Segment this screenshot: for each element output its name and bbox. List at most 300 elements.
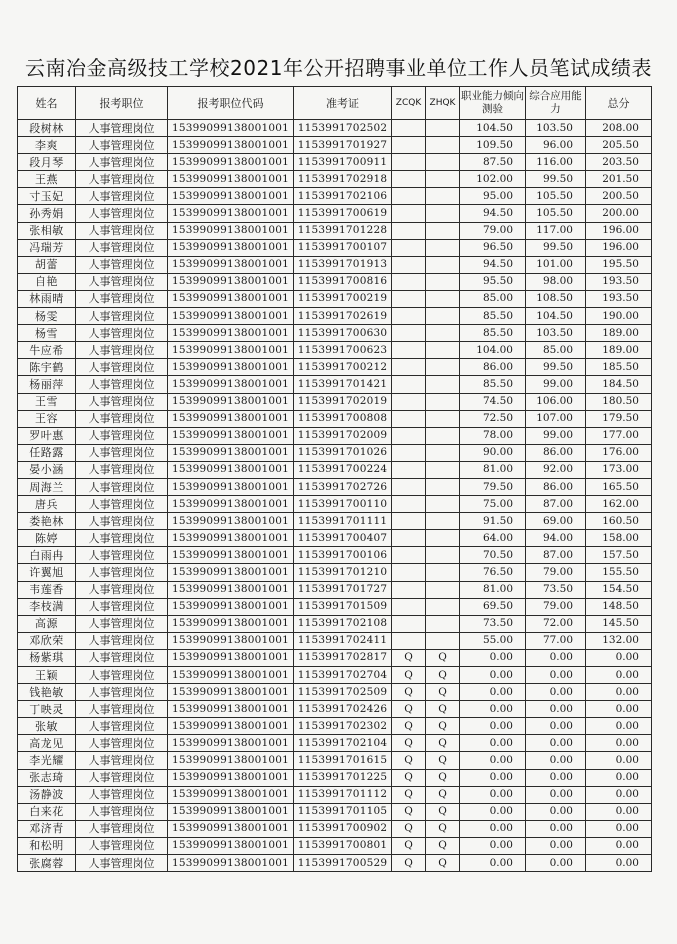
cell-total-score: 0.00 (586, 649, 652, 666)
cell-exam-number: 1153991700816 (294, 273, 392, 290)
cell-zcqk (392, 273, 426, 290)
cell-application-score: 99.50 (526, 171, 586, 188)
table-row (18, 803, 652, 820)
cell-total-score: 195.50 (586, 256, 652, 273)
cell-position: 人事管理岗位 (76, 496, 168, 513)
cell-zcqk: Q (392, 735, 426, 752)
cell-name: 李光耀 (18, 752, 76, 769)
cell-zhqk (426, 461, 460, 478)
cell-total-score: 184.50 (586, 376, 652, 393)
cell-exam-number: 1153991702704 (294, 667, 392, 684)
cell-aptitude-score: 95.00 (460, 188, 526, 205)
cell-position-code: 15399099138001001 (168, 530, 294, 547)
cell-position: 人事管理岗位 (76, 735, 168, 752)
cell-position-code: 15399099138001001 (168, 820, 294, 837)
cell-zhqk: Q (426, 803, 460, 820)
cell-exam-number: 1153991700212 (294, 359, 392, 376)
cell-name: 张敏 (18, 718, 76, 735)
cell-aptitude-score: 0.00 (460, 735, 526, 752)
cell-position-code: 15399099138001001 (168, 273, 294, 290)
cell-zhqk (426, 496, 460, 513)
cell-zhqk (426, 393, 460, 410)
cell-name: 张志琦 (18, 769, 76, 786)
header-name: 姓名 (18, 87, 76, 120)
cell-position-code: 15399099138001001 (168, 547, 294, 564)
cell-aptitude-score: 90.00 (460, 444, 526, 461)
cell-exam-number: 1153991700801 (294, 837, 392, 854)
cell-application-score: 0.00 (526, 820, 586, 837)
cell-position: 人事管理岗位 (76, 855, 168, 872)
cell-aptitude-score: 91.50 (460, 513, 526, 530)
cell-total-score: 0.00 (586, 735, 652, 752)
cell-name: 钱艳敏 (18, 684, 76, 701)
cell-zcqk (392, 393, 426, 410)
cell-zhqk (426, 120, 460, 137)
cell-position: 人事管理岗位 (76, 684, 168, 701)
cell-exam-number: 1153991702509 (294, 684, 392, 701)
cell-position: 人事管理岗位 (76, 461, 168, 478)
cell-total-score: 0.00 (586, 701, 652, 718)
cell-name: 白雨冉 (18, 547, 76, 564)
table-row (18, 239, 652, 256)
cell-position-code: 15399099138001001 (168, 137, 294, 154)
cell-zcqk (392, 120, 426, 137)
cell-aptitude-score: 0.00 (460, 820, 526, 837)
cell-total-score: 0.00 (586, 667, 652, 684)
cell-application-score: 0.00 (526, 752, 586, 769)
cell-zhqk: Q (426, 752, 460, 769)
cell-total-score: 0.00 (586, 820, 652, 837)
cell-zhqk (426, 632, 460, 649)
cell-aptitude-score: 0.00 (460, 752, 526, 769)
cell-zhqk: Q (426, 701, 460, 718)
cell-application-score: 101.00 (526, 256, 586, 273)
cell-application-score: 105.50 (526, 205, 586, 222)
cell-total-score: 165.50 (586, 478, 652, 495)
cell-position-code: 15399099138001001 (168, 632, 294, 649)
cell-position: 人事管理岗位 (76, 478, 168, 495)
cell-application-score: 69.00 (526, 513, 586, 530)
cell-name: 陈婷 (18, 530, 76, 547)
cell-name: 周海兰 (18, 478, 76, 495)
cell-total-score: 158.00 (586, 530, 652, 547)
cell-zhqk (426, 342, 460, 359)
cell-application-score: 72.00 (526, 615, 586, 632)
cell-position: 人事管理岗位 (76, 137, 168, 154)
cell-name: 张相敏 (18, 222, 76, 239)
cell-position-code: 15399099138001001 (168, 222, 294, 239)
cell-aptitude-score: 104.50 (460, 120, 526, 137)
cell-name: 寸玉妃 (18, 188, 76, 205)
cell-total-score: 145.50 (586, 615, 652, 632)
cell-zhqk (426, 513, 460, 530)
table-row (18, 308, 652, 325)
cell-zcqk (392, 308, 426, 325)
table-row (18, 496, 652, 513)
cell-exam-number: 1153991702502 (294, 120, 392, 137)
cell-zhqk (426, 308, 460, 325)
table-row (18, 256, 652, 273)
cell-aptitude-score: 79.00 (460, 222, 526, 239)
cell-position: 人事管理岗位 (76, 290, 168, 307)
cell-exam-number: 1153991702726 (294, 478, 392, 495)
cell-name: 丁映灵 (18, 701, 76, 718)
cell-zcqk (392, 342, 426, 359)
cell-name: 自艳 (18, 273, 76, 290)
table-row (18, 171, 652, 188)
cell-total-score: 196.00 (586, 239, 652, 256)
table-row (18, 273, 652, 290)
cell-exam-number: 1153991700110 (294, 496, 392, 513)
cell-application-score: 0.00 (526, 803, 586, 820)
cell-zhqk (426, 273, 460, 290)
cell-exam-number: 1153991701225 (294, 769, 392, 786)
cell-position: 人事管理岗位 (76, 530, 168, 547)
cell-aptitude-score: 0.00 (460, 855, 526, 872)
cell-position-code: 15399099138001001 (168, 290, 294, 307)
cell-name: 高龙见 (18, 735, 76, 752)
table-row (18, 837, 652, 854)
cell-position-code: 15399099138001001 (168, 496, 294, 513)
cell-name: 任路露 (18, 444, 76, 461)
cell-exam-number: 1153991700107 (294, 239, 392, 256)
cell-zhqk (426, 290, 460, 307)
cell-position: 人事管理岗位 (76, 649, 168, 666)
cell-position: 人事管理岗位 (76, 342, 168, 359)
cell-total-score: 189.00 (586, 325, 652, 342)
cell-zhqk: Q (426, 684, 460, 701)
cell-zcqk (392, 410, 426, 427)
cell-exam-number: 1153991702426 (294, 701, 392, 718)
cell-name: 杨雯 (18, 308, 76, 325)
cell-zhqk (426, 256, 460, 273)
table-row (18, 649, 652, 666)
cell-application-score: 96.00 (526, 137, 586, 154)
cell-exam-number: 1153991701105 (294, 803, 392, 820)
cell-application-score: 0.00 (526, 735, 586, 752)
header-aptitude-score: 职业能力倾向测验 (460, 87, 526, 120)
cell-zcqk (392, 461, 426, 478)
table-row (18, 290, 652, 307)
cell-application-score: 86.00 (526, 444, 586, 461)
cell-position-code: 15399099138001001 (168, 461, 294, 478)
cell-exam-number: 1153991700224 (294, 461, 392, 478)
cell-position: 人事管理岗位 (76, 427, 168, 444)
cell-zhqk (426, 359, 460, 376)
cell-name: 陈宇鹤 (18, 359, 76, 376)
table-row (18, 359, 652, 376)
cell-position-code: 15399099138001001 (168, 256, 294, 273)
cell-total-score: 0.00 (586, 855, 652, 872)
cell-position: 人事管理岗位 (76, 615, 168, 632)
cell-zcqk (392, 564, 426, 581)
cell-aptitude-score: 0.00 (460, 786, 526, 803)
cell-exam-number: 1153991702009 (294, 427, 392, 444)
cell-aptitude-score: 86.00 (460, 359, 526, 376)
cell-zcqk (392, 325, 426, 342)
cell-aptitude-score: 78.00 (460, 427, 526, 444)
cell-position-code: 15399099138001001 (168, 718, 294, 735)
cell-application-score: 0.00 (526, 667, 586, 684)
cell-exam-number: 1153991701913 (294, 256, 392, 273)
header-zcqk: ZCQK (392, 87, 426, 120)
cell-zhqk: Q (426, 735, 460, 752)
cell-position-code: 15399099138001001 (168, 239, 294, 256)
table-row (18, 325, 652, 342)
cell-aptitude-score: 104.00 (460, 342, 526, 359)
cell-zhqk (426, 137, 460, 154)
table-row (18, 598, 652, 615)
cell-exam-number: 1153991700407 (294, 530, 392, 547)
cell-application-score: 79.00 (526, 564, 586, 581)
cell-position: 人事管理岗位 (76, 718, 168, 735)
cell-name: 娄艳林 (18, 513, 76, 530)
table-row (18, 667, 652, 684)
cell-zcqk: Q (392, 786, 426, 803)
cell-exam-number: 1153991701727 (294, 581, 392, 598)
cell-zcqk: Q (392, 684, 426, 701)
cell-application-score: 94.00 (526, 530, 586, 547)
cell-application-score: 0.00 (526, 769, 586, 786)
cell-exam-number: 1153991702817 (294, 649, 392, 666)
cell-position: 人事管理岗位 (76, 803, 168, 820)
table-row (18, 393, 652, 410)
cell-name: 冯瑞芳 (18, 239, 76, 256)
cell-name: 段月琴 (18, 154, 76, 171)
cell-position: 人事管理岗位 (76, 701, 168, 718)
cell-aptitude-score: 0.00 (460, 718, 526, 735)
cell-name: 唐兵 (18, 496, 76, 513)
cell-aptitude-score: 70.50 (460, 547, 526, 564)
cell-aptitude-score: 94.50 (460, 256, 526, 273)
cell-name: 邓济青 (18, 820, 76, 837)
cell-name: 罗叶惠 (18, 427, 76, 444)
table-row (18, 615, 652, 632)
cell-name: 许翼旭 (18, 564, 76, 581)
cell-position: 人事管理岗位 (76, 222, 168, 239)
cell-zcqk: Q (392, 837, 426, 854)
cell-name: 王雪 (18, 393, 76, 410)
cell-name: 杨雪 (18, 325, 76, 342)
cell-zcqk (392, 632, 426, 649)
cell-position: 人事管理岗位 (76, 154, 168, 171)
cell-exam-number: 1153991700623 (294, 342, 392, 359)
cell-name: 邓欣荣 (18, 632, 76, 649)
cell-aptitude-score: 85.00 (460, 290, 526, 307)
cell-exam-number: 1153991701421 (294, 376, 392, 393)
cell-total-score: 148.50 (586, 598, 652, 615)
cell-zcqk (392, 256, 426, 273)
cell-aptitude-score: 76.50 (460, 564, 526, 581)
cell-zhqk: Q (426, 649, 460, 666)
cell-zcqk (392, 427, 426, 444)
cell-exam-number: 1153991701111 (294, 513, 392, 530)
cell-position-code: 15399099138001001 (168, 581, 294, 598)
cell-zcqk (392, 615, 426, 632)
cell-aptitude-score: 94.50 (460, 205, 526, 222)
cell-position-code: 15399099138001001 (168, 855, 294, 872)
cell-zhqk (426, 205, 460, 222)
cell-zhqk (426, 239, 460, 256)
cell-total-score: 157.50 (586, 547, 652, 564)
cell-zcqk (392, 171, 426, 188)
cell-total-score: 193.50 (586, 290, 652, 307)
cell-exam-number: 1153991700902 (294, 820, 392, 837)
cell-application-score: 87.00 (526, 547, 586, 564)
cell-position-code: 15399099138001001 (168, 308, 294, 325)
cell-exam-number: 1153991700106 (294, 547, 392, 564)
cell-position: 人事管理岗位 (76, 632, 168, 649)
cell-position-code: 15399099138001001 (168, 837, 294, 854)
cell-zhqk (426, 154, 460, 171)
cell-zhqk: Q (426, 786, 460, 803)
cell-position: 人事管理岗位 (76, 564, 168, 581)
cell-position-code: 15399099138001001 (168, 667, 294, 684)
cell-position-code: 15399099138001001 (168, 120, 294, 137)
cell-aptitude-score: 0.00 (460, 803, 526, 820)
cell-position: 人事管理岗位 (76, 171, 168, 188)
cell-zcqk (392, 188, 426, 205)
table-header (18, 87, 652, 120)
cell-exam-number: 1153991700911 (294, 154, 392, 171)
cell-aptitude-score: 87.50 (460, 154, 526, 171)
table-row (18, 427, 652, 444)
cell-exam-number: 1153991700529 (294, 855, 392, 872)
cell-position: 人事管理岗位 (76, 205, 168, 222)
cell-zcqk (392, 239, 426, 256)
header-position-code: 报考职位代码 (168, 87, 294, 120)
cell-total-score: 0.00 (586, 769, 652, 786)
cell-aptitude-score: 85.50 (460, 376, 526, 393)
cell-name: 杨紫琪 (18, 649, 76, 666)
cell-application-score: 86.00 (526, 478, 586, 495)
cell-zhqk (426, 598, 460, 615)
cell-name: 汤静波 (18, 786, 76, 803)
cell-exam-number: 1153991701210 (294, 564, 392, 581)
cell-aptitude-score: 0.00 (460, 769, 526, 786)
cell-position: 人事管理岗位 (76, 667, 168, 684)
table-row (18, 632, 652, 649)
cell-exam-number: 1153991702104 (294, 735, 392, 752)
cell-name: 晏小涵 (18, 461, 76, 478)
cell-exam-number: 1153991700630 (294, 325, 392, 342)
cell-zcqk: Q (392, 855, 426, 872)
table-row (18, 137, 652, 154)
cell-position: 人事管理岗位 (76, 410, 168, 427)
cell-name: 杨丽萍 (18, 376, 76, 393)
cell-total-score: 200.00 (586, 205, 652, 222)
cell-name: 和松明 (18, 837, 76, 854)
table-row (18, 820, 652, 837)
cell-application-score: 108.50 (526, 290, 586, 307)
cell-position-code: 15399099138001001 (168, 154, 294, 171)
cell-total-score: 190.00 (586, 308, 652, 325)
cell-position: 人事管理岗位 (76, 376, 168, 393)
table-row (18, 154, 652, 171)
cell-application-score: 0.00 (526, 837, 586, 854)
table-row (18, 376, 652, 393)
cell-application-score: 103.50 (526, 120, 586, 137)
cell-name: 林雨晴 (18, 290, 76, 307)
cell-application-score: 85.00 (526, 342, 586, 359)
cell-position-code: 15399099138001001 (168, 649, 294, 666)
cell-name: 王燕 (18, 171, 76, 188)
table-row (18, 547, 652, 564)
cell-application-score: 0.00 (526, 786, 586, 803)
cell-total-score: 0.00 (586, 837, 652, 854)
cell-exam-number: 1153991700808 (294, 410, 392, 427)
cell-zcqk (392, 376, 426, 393)
cell-position-code: 15399099138001001 (168, 701, 294, 718)
cell-position-code: 15399099138001001 (168, 325, 294, 342)
cell-zcqk (392, 137, 426, 154)
cell-zcqk (392, 547, 426, 564)
cell-zhqk (426, 581, 460, 598)
table-row (18, 461, 652, 478)
cell-total-score: 154.50 (586, 581, 652, 598)
cell-total-score: 185.50 (586, 359, 652, 376)
table-row (18, 444, 652, 461)
cell-name: 王容 (18, 410, 76, 427)
cell-position-code: 15399099138001001 (168, 171, 294, 188)
cell-name: 胡蕾 (18, 256, 76, 273)
cell-aptitude-score: 102.00 (460, 171, 526, 188)
cell-position: 人事管理岗位 (76, 239, 168, 256)
cell-zhqk (426, 410, 460, 427)
cell-aptitude-score: 73.50 (460, 615, 526, 632)
table-row (18, 410, 652, 427)
table-row (18, 684, 652, 701)
cell-position: 人事管理岗位 (76, 837, 168, 854)
cell-application-score: 99.50 (526, 359, 586, 376)
cell-total-score: 155.50 (586, 564, 652, 581)
table-row (18, 120, 652, 137)
cell-position-code: 15399099138001001 (168, 205, 294, 222)
table-row (18, 752, 652, 769)
cell-total-score: 0.00 (586, 786, 652, 803)
cell-exam-number: 1153991700219 (294, 290, 392, 307)
cell-position: 人事管理岗位 (76, 308, 168, 325)
cell-zcqk (392, 205, 426, 222)
cell-position-code: 15399099138001001 (168, 444, 294, 461)
header-exam-number: 准考证 (294, 87, 392, 120)
cell-zcqk: Q (392, 752, 426, 769)
cell-application-score: 99.00 (526, 376, 586, 393)
cell-position: 人事管理岗位 (76, 598, 168, 615)
cell-position-code: 15399099138001001 (168, 598, 294, 615)
cell-position-code: 15399099138001001 (168, 513, 294, 530)
cell-name: 牛应希 (18, 342, 76, 359)
cell-position: 人事管理岗位 (76, 547, 168, 564)
cell-zcqk (392, 598, 426, 615)
cell-position-code: 15399099138001001 (168, 188, 294, 205)
cell-zhqk (426, 547, 460, 564)
cell-zhqk: Q (426, 837, 460, 854)
table-row (18, 581, 652, 598)
header-row (18, 87, 652, 120)
cell-position: 人事管理岗位 (76, 120, 168, 137)
cell-zcqk (392, 290, 426, 307)
cell-zhqk: Q (426, 667, 460, 684)
cell-zhqk: Q (426, 855, 460, 872)
cell-exam-number: 1153991702108 (294, 615, 392, 632)
cell-position-code: 15399099138001001 (168, 359, 294, 376)
cell-exam-number: 1153991701112 (294, 786, 392, 803)
cell-position: 人事管理岗位 (76, 359, 168, 376)
table-row (18, 735, 652, 752)
document-title: 云南冶金高级技工学校2021年公开招聘事业单位工作人员笔试成绩表 (25, 56, 652, 80)
cell-zhqk: Q (426, 769, 460, 786)
